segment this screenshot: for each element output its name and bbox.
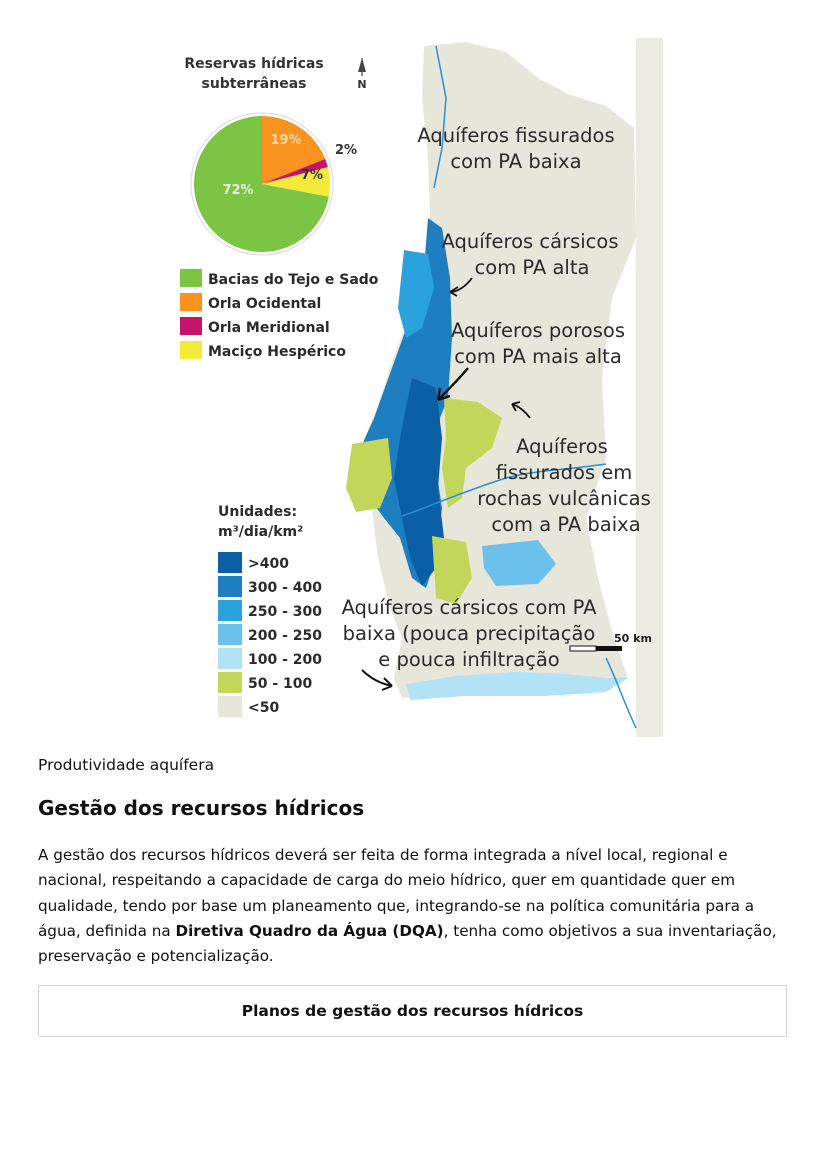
scale-swatch [218,576,242,597]
annotation-volcanic-line4: com a PA baixa [491,513,641,536]
units-title: Unidades: [218,504,298,520]
annotation-volcanic-line1: Aquíferos [516,435,608,458]
paragraph-bold-term: Diretiva Quadro da Água (DQA) [175,921,444,940]
pie-label-orla-ocidental: 19% [270,133,302,148]
pie-legend-swatch [180,341,202,359]
annotation-karst-high-line2: com PA alta [474,256,590,279]
pie-legend-swatch [180,269,202,287]
water-management-plans-accordion[interactable] [38,985,787,1037]
pie-label-bacias-tejo-sado: 72% [222,183,254,198]
annotation-porous-highest-line1: Aquíferos porosos [451,319,625,342]
scale-swatch [218,600,242,621]
annotation-karst-low-line3: e pouca infiltração [378,648,560,671]
pie-label-orla-meridional: 2% [334,143,358,158]
pie-legend-swatch [180,293,202,311]
aquifer-productivity-map [166,38,663,737]
section-title: Gestão dos recursos hídricos [38,796,365,820]
paragraph-text: , tenha como objetivos a sua inventariação, preservação e potencialização. [38,921,777,966]
scale-swatch [218,624,242,645]
annotation-fissured-low-line1: Aquíferos fissurados [417,124,615,147]
accordion-label: Planos de gestão dos recursos hídricos [241,1002,584,1020]
scale-swatch [218,552,242,573]
units-subtitle: m³/dia/km² [218,524,304,540]
scale-swatch [218,672,242,693]
pie-legend-label: Orla Meridional [208,320,330,336]
paragraph-text: A gestão dos recursos hídricos deverá ser feita de forma integrada a nível local, regional e nacional, respeitando a capacidade de carga do meio hídrico, quer em quantidade quer em qualidade, tendo por base um planeamento que, integrando-se na política comunitária para a água, definida na [38,846,755,940]
scale-label: 300 - 400 [248,580,323,596]
scale-label: >400 [248,556,289,572]
annotation-volcanic-line2: fissurados em [495,461,633,484]
scale-bar-label: 50 km [614,632,652,645]
annotation-karst-low-line1: Aquíferos cársicos com PA [341,596,597,619]
annotation-volcanic-line3: rochas vulcânicas [477,487,651,510]
annotation-karst-low-line2: baixa (pouca precipitação [342,622,596,645]
reserves-pie-chart [191,113,333,255]
scale-label: 200 - 250 [248,628,323,644]
annotation-porous-highest-line2: com PA mais alta [454,345,622,368]
pie-title-line1: Reservas hídricas [184,56,324,72]
scale-label: <50 [248,700,280,716]
scale-swatch [218,696,242,717]
scale-bar-segment [570,646,596,651]
scale-swatch [218,648,242,669]
scale-label: 50 - 100 [248,676,313,692]
annotation-karst-high-line1: Aquíferos cársicos [441,230,619,253]
pie-legend-label: Bacias do Tejo e Sado [208,272,379,288]
pie-title-line2: subterrâneas [201,76,307,92]
annotation-fissured-low-line2: com PA baixa [450,150,582,173]
north-label: N [357,78,367,91]
scale-label: 100 - 200 [248,652,323,668]
body-paragraph [38,843,790,969]
pie-legend-label: Maciço Hespérico [208,344,346,360]
scale-label: 250 - 300 [248,604,323,620]
figure-caption: Produtividade aquífera [38,756,215,774]
pie-label-macico-hesperico: 7% [300,168,324,183]
pie-legend-label: Orla Ocidental [208,296,322,312]
pie-legend-swatch [180,317,202,335]
scale-bar-segment [596,646,622,651]
